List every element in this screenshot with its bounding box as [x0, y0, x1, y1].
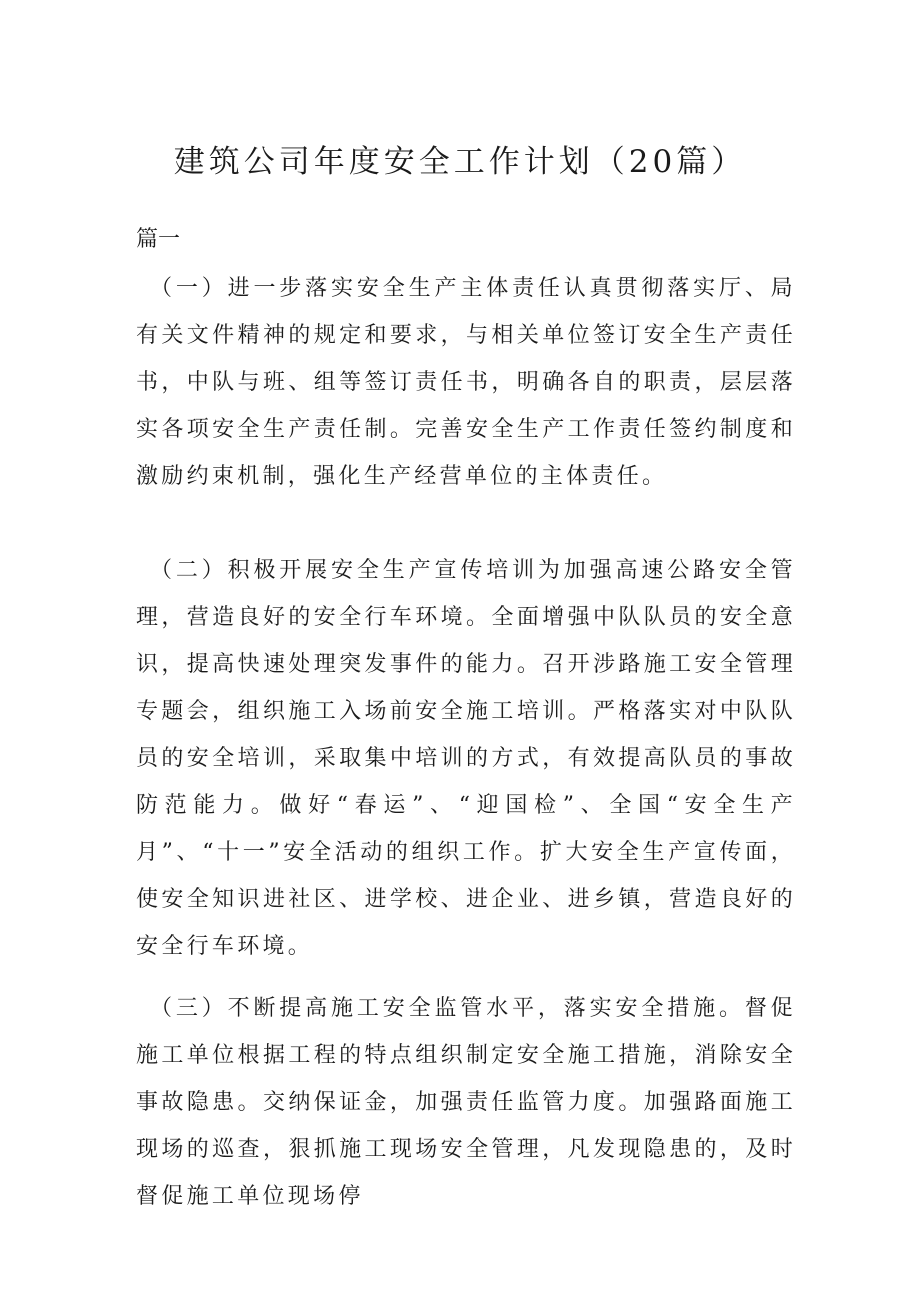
section-label: 篇一 [136, 227, 181, 252]
document-title: 建筑公司年度安全工作计划（20篇） [173, 144, 747, 180]
paragraph-3: （三）不断提高施工安全监管水平，落实安全措施。督促施工单位根据工程的特点组织制定安全施工措施，消除安全事故隐患。交纳保证金，加强责任监管力度。加强路面施工现场的巡查，狠抓施工现场安全管理，凡发现隐患的，及时督促施工单位现场停 [136, 996, 796, 1209]
paragraph-1: （一）进一步落实安全生产主体责任认真贯彻落实厅、局有关文件精神的规定和要求，与相关单位签订安全生产责任书，中队与班、组等签订责任书，明确各自的职责，层层落实各项安全生产责任制。完善安全生产工作责任签约制度和激励约束机制，强化生产经营单位的主体责任。 [136, 276, 796, 489]
paragraph-2: （二）积极开展安全生产宣传培训为加强高速公路安全管理，营造良好的安全行车环境。全面增强中队队员的安全意识，提高快速处理突发事件的能力。召开涉路施工安全管理专题会，组织施工入场前安全施工培训。严格落实对中队队员的安全培训，采取集中培训的方式，有效提高队员的事故防范能力。做好“春运”、“迎国检”、全国“安全生产月”、“十一”安全活动的组织工作。扩大安全生产宣传面，使安全知识进社区、进学校、进企业、进乡镇，营造良好的安全行车环境。 [136, 558, 796, 959]
